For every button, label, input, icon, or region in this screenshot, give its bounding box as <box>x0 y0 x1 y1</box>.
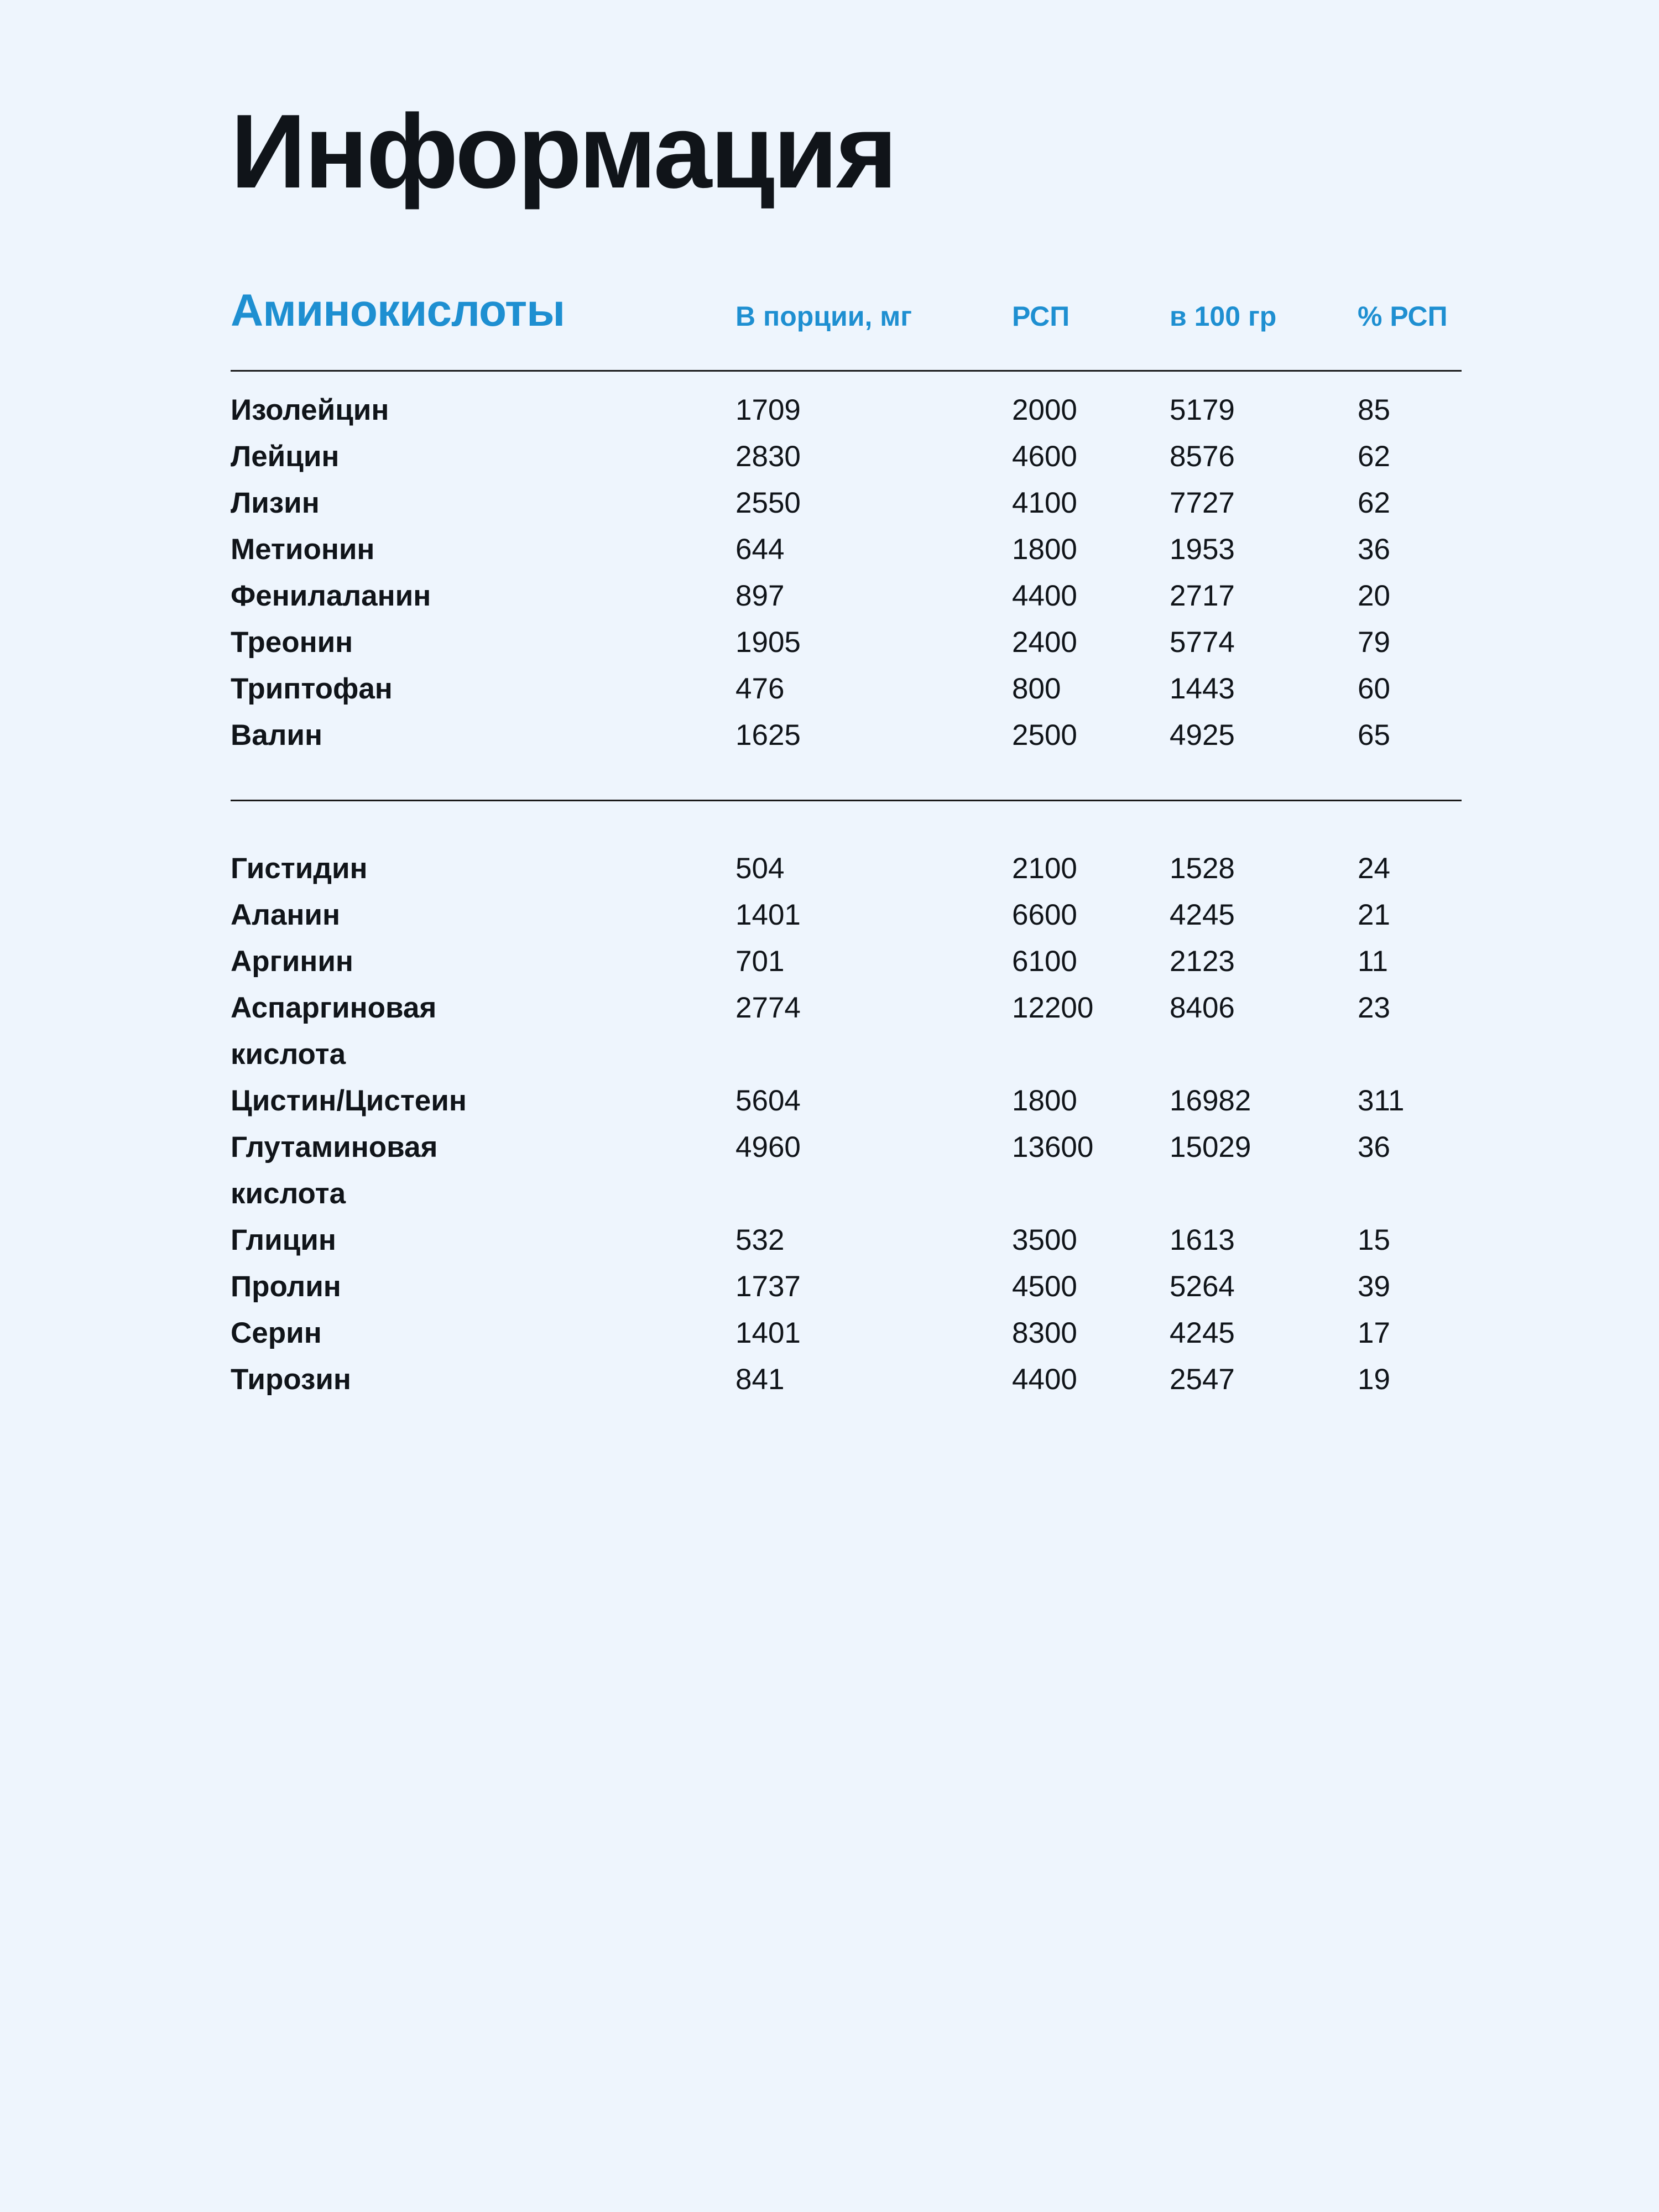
value-per-100g: 8406 <box>1170 991 1235 1024</box>
value-rsp: 1800 <box>1012 1084 1077 1117</box>
value-pct-rsp: 15 <box>1358 1223 1390 1256</box>
column-header-pct-rsp: % РСП <box>1358 300 1448 332</box>
table-row <box>231 434 1462 480</box>
table-row <box>231 1357 1462 1403</box>
value-pct-rsp: 21 <box>1358 898 1390 931</box>
value-rsp: 4400 <box>1012 579 1077 612</box>
value-per-100g: 2123 <box>1170 945 1235 978</box>
amino-name: Лейцин <box>231 440 340 473</box>
value-per-100g: 5179 <box>1170 393 1235 426</box>
value-per-serving: 504 <box>735 852 785 885</box>
amino-name: Аспаргиновая кислота <box>231 991 437 1071</box>
amino-name: Метионин <box>231 533 375 566</box>
amino-group-nonessential <box>231 801 1462 1403</box>
table-row <box>231 1264 1462 1310</box>
value-per-serving: 1709 <box>735 393 801 426</box>
value-pct-rsp: 65 <box>1358 718 1390 752</box>
value-per-100g: 2717 <box>1170 579 1235 612</box>
value-per-serving: 532 <box>735 1223 785 1256</box>
amino-name: Триптофан <box>231 672 393 705</box>
page-title: Информация <box>231 93 896 210</box>
section-title: Аминокислоты <box>231 285 565 336</box>
value-pct-rsp: 85 <box>1358 393 1390 426</box>
table-row <box>231 712 1462 759</box>
value-pct-rsp: 311 <box>1358 1084 1405 1117</box>
amino-name: Валин <box>231 718 323 752</box>
table-row <box>231 1310 1462 1357</box>
value-rsp: 2000 <box>1012 393 1077 426</box>
value-pct-rsp: 24 <box>1358 852 1390 885</box>
value-per-100g: 4245 <box>1170 1316 1235 1349</box>
table-row <box>231 573 1462 619</box>
value-per-100g: 7727 <box>1170 486 1235 519</box>
value-rsp: 13600 <box>1012 1130 1094 1164</box>
table-row <box>231 480 1462 526</box>
value-per-serving: 1625 <box>735 718 801 752</box>
amino-group-essential <box>231 372 1462 759</box>
value-pct-rsp: 19 <box>1358 1363 1390 1396</box>
amino-name: Аргинин <box>231 945 353 978</box>
value-pct-rsp: 11 <box>1358 945 1389 978</box>
table-row <box>231 1217 1462 1264</box>
value-per-serving: 841 <box>735 1363 785 1396</box>
column-header-per-serving: В порции, мг <box>735 300 912 332</box>
value-rsp: 3500 <box>1012 1223 1077 1256</box>
value-per-100g: 15029 <box>1170 1130 1251 1164</box>
value-rsp: 800 <box>1012 672 1061 705</box>
value-per-serving: 2550 <box>735 486 801 519</box>
value-per-serving: 4960 <box>735 1130 801 1164</box>
amino-name: Цистин/Цистеин <box>231 1084 467 1117</box>
table-header-row <box>231 285 1462 337</box>
value-pct-rsp: 79 <box>1358 625 1390 659</box>
table-row <box>231 619 1462 666</box>
value-pct-rsp: 23 <box>1358 991 1390 1024</box>
value-per-100g: 1443 <box>1170 672 1235 705</box>
amino-name: Треонин <box>231 625 353 659</box>
value-per-100g: 4245 <box>1170 898 1235 931</box>
amino-name: Серин <box>231 1316 322 1349</box>
value-rsp: 6600 <box>1012 898 1077 931</box>
value-per-100g: 1953 <box>1170 533 1235 566</box>
value-rsp: 4400 <box>1012 1363 1077 1396</box>
value-per-serving: 1401 <box>735 1316 801 1349</box>
value-per-100g: 1613 <box>1170 1223 1235 1256</box>
value-per-serving: 1737 <box>735 1270 801 1303</box>
amino-name: Изолейцин <box>231 393 389 426</box>
table-row <box>231 1078 1462 1124</box>
value-rsp: 2400 <box>1012 625 1077 659</box>
value-per-serving: 701 <box>735 945 785 978</box>
column-header-rsp: РСП <box>1012 300 1070 332</box>
value-pct-rsp: 36 <box>1358 1130 1390 1164</box>
value-per-100g: 5264 <box>1170 1270 1235 1303</box>
value-per-serving: 476 <box>735 672 785 705</box>
value-per-serving: 5604 <box>735 1084 801 1117</box>
amino-name: Аланин <box>231 898 341 931</box>
table-row <box>231 892 1462 938</box>
value-rsp: 4500 <box>1012 1270 1077 1303</box>
table-row <box>231 526 1462 573</box>
value-rsp: 8300 <box>1012 1316 1077 1349</box>
value-pct-rsp: 60 <box>1358 672 1390 705</box>
amino-name: Глицин <box>231 1223 336 1256</box>
value-pct-rsp: 62 <box>1358 486 1390 519</box>
value-rsp: 4100 <box>1012 486 1077 519</box>
table-row <box>231 846 1462 892</box>
amino-name: Фенилаланин <box>231 579 431 612</box>
table-row <box>231 1124 1462 1217</box>
content <box>231 93 1462 1403</box>
table-row <box>231 985 1462 1078</box>
value-per-100g: 5774 <box>1170 625 1235 659</box>
value-per-serving: 1401 <box>735 898 801 931</box>
value-per-100g: 4925 <box>1170 718 1235 752</box>
table-row <box>231 666 1462 712</box>
amino-name: Лизин <box>231 486 320 519</box>
value-rsp: 12200 <box>1012 991 1094 1024</box>
table-row <box>231 938 1462 985</box>
value-per-100g: 1528 <box>1170 852 1235 885</box>
table-row <box>231 387 1462 434</box>
value-per-serving: 2830 <box>735 440 801 473</box>
value-rsp: 4600 <box>1012 440 1077 473</box>
value-pct-rsp: 36 <box>1358 533 1390 566</box>
value-rsp: 2100 <box>1012 852 1077 885</box>
amino-name: Глутаминовая кислота <box>231 1130 438 1210</box>
value-per-serving: 2774 <box>735 991 801 1024</box>
value-per-serving: 1905 <box>735 625 801 659</box>
value-per-100g: 8576 <box>1170 440 1235 473</box>
column-header-per-100g: в 100 гр <box>1170 300 1277 332</box>
value-pct-rsp: 62 <box>1358 440 1390 473</box>
value-rsp: 2500 <box>1012 718 1077 752</box>
amino-name: Тирозин <box>231 1363 351 1396</box>
value-per-100g: 2547 <box>1170 1363 1235 1396</box>
value-per-100g: 16982 <box>1170 1084 1251 1117</box>
value-pct-rsp: 20 <box>1358 579 1390 612</box>
value-per-serving: 897 <box>735 579 785 612</box>
value-per-serving: 644 <box>735 533 785 566</box>
value-rsp: 1800 <box>1012 533 1077 566</box>
amino-name: Пролин <box>231 1270 341 1303</box>
amino-name: Гистидин <box>231 852 368 885</box>
value-pct-rsp: 17 <box>1358 1316 1390 1349</box>
value-rsp: 6100 <box>1012 945 1077 978</box>
value-pct-rsp: 39 <box>1358 1270 1390 1303</box>
